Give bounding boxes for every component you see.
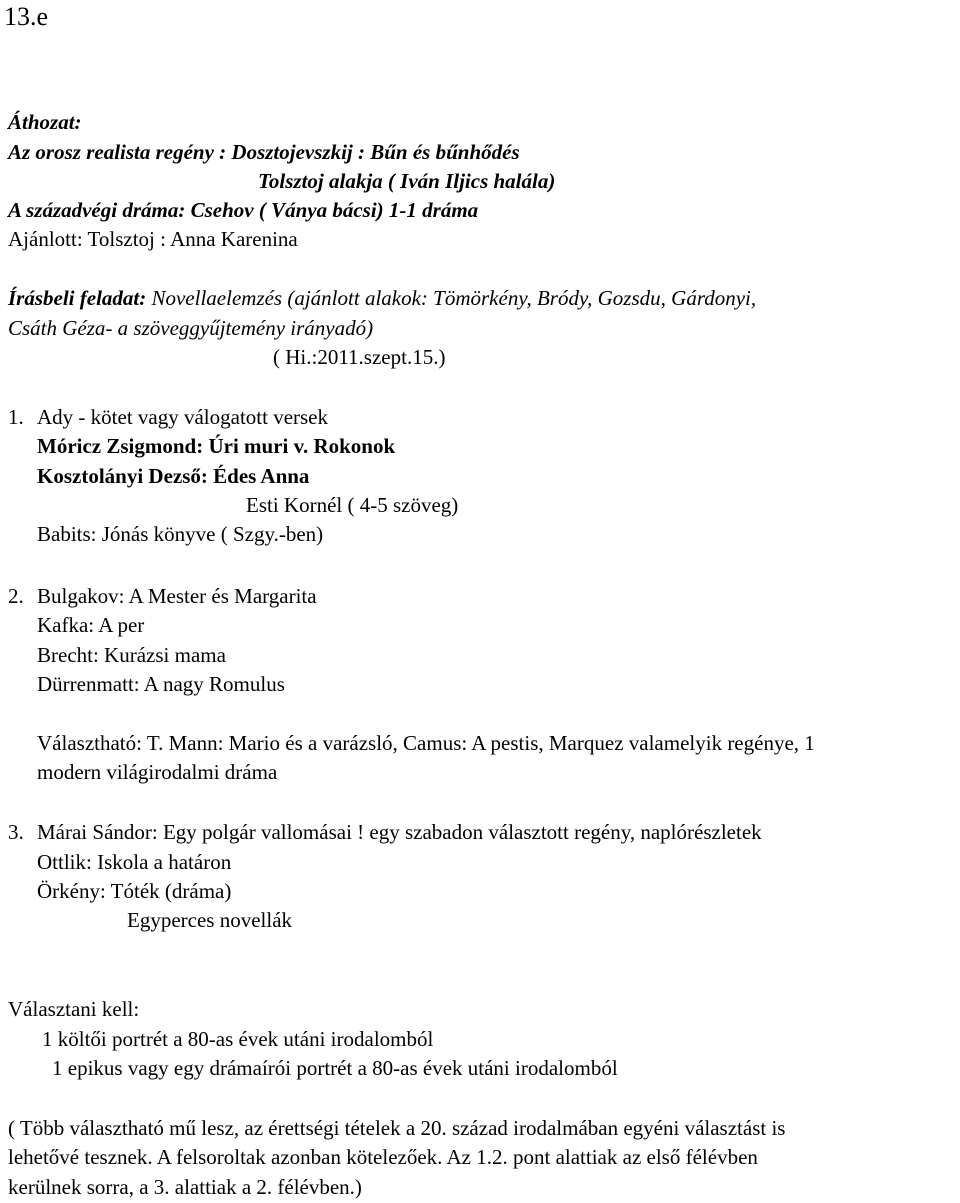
section-2-item-2: Kafka: A per <box>37 613 145 637</box>
valaszthato-text-1: T. Mann: Mario és a varázsló, Camus: A pestis, Marquez valamelyik regénye, 1 <box>141 731 815 755</box>
note-line-2: lehetővé tesznek. A felsoroltak azonban kötelezőek. Az 1.2. pont alattiak az első félévben <box>8 1145 758 1169</box>
valasztani-item-2: 1 epikus vagy egy drámaírói portrét a 80-as évek utáni irodalomból <box>52 1056 618 1080</box>
section-1-item-1: Ady - kötet vagy válogatott versek <box>37 405 329 429</box>
section-2-item-4: Dürrenmatt: A nagy Romulus <box>37 672 285 696</box>
valasztani-heading: Választani kell: <box>8 997 140 1021</box>
section-1-item-5: Babits: Jónás könyve ( Szgy.-ben) <box>37 522 324 546</box>
irasbeli-label: Írásbeli feladat: <box>8 286 147 310</box>
valaszthato-line-1 <box>37 731 815 755</box>
section-2-number: 2. <box>8 584 24 608</box>
section-2-item-3: Brecht: Kurázsi mama <box>37 643 226 667</box>
athozat-line-1: Az orosz realista regény : Dosztojevszkij : Bűn és bűnhődés <box>8 140 520 164</box>
section-3-item-3: Örkény: Tóték (dráma) <box>37 879 232 903</box>
athozat-heading: Áthozat: <box>8 110 82 134</box>
irasbeli-text-2: Csáth Géza- a szöveggyűjtemény irányadó) <box>8 316 374 340</box>
irasbeli-date: ( Hi.:2011.szept.15.) <box>273 345 446 369</box>
athozat-line-2: Tolsztoj alakja ( Iván Iljics halála) <box>258 169 556 193</box>
section-3-item-1: Márai Sándor: Egy polgár vallomásai ! egy szabadon választott regény, naplórészletek <box>37 820 762 844</box>
section-1-item-2: Móricz Zsigmond: Úri muri v. Rokonok <box>37 434 396 458</box>
section-3-number: 3. <box>8 820 24 844</box>
section-3-item-2: Ottlik: Iskola a határon <box>37 850 232 874</box>
section-1-item-4: Esti Kornél ( 4-5 szöveg) <box>246 493 459 517</box>
valasztani-item-1: 1 költői portrét a 80-as évek utáni irodalomból <box>42 1027 434 1051</box>
irasbeli-text-1: Novellaelemzés (ajánlott alakok: Tömörkény, Bródy, Gozsdu, Gárdonyi, <box>146 286 757 310</box>
document-code: 13.e <box>4 2 49 31</box>
athozat-line-3: A századvégi dráma: Csehov ( Ványa bácsi) 1-1 dráma <box>8 198 479 222</box>
section-2-item-1: Bulgakov: A Mester és Margarita <box>37 584 317 608</box>
valaszthato-text-2: modern világirodalmi dráma <box>37 760 278 784</box>
note-line-3: kerülnek sorra, a 3. alattiak a 2. félévben.) <box>8 1175 362 1199</box>
section-1-item-3: Kosztolányi Dezső: Édes Anna <box>37 464 310 488</box>
valaszthato-label: Választható: <box>37 731 142 755</box>
athozat-line-4: Ajánlott: Tolsztoj : Anna Karenina <box>8 227 298 251</box>
section-1-number: 1. <box>8 405 24 429</box>
note-line-1: ( Több választható mű lesz, az érettségi tételek a 20. század irodalmában egyéni választást is <box>8 1116 786 1140</box>
section-3-item-4: Egyperces novellák <box>127 908 293 932</box>
irasbeli-line-1 <box>8 286 756 310</box>
